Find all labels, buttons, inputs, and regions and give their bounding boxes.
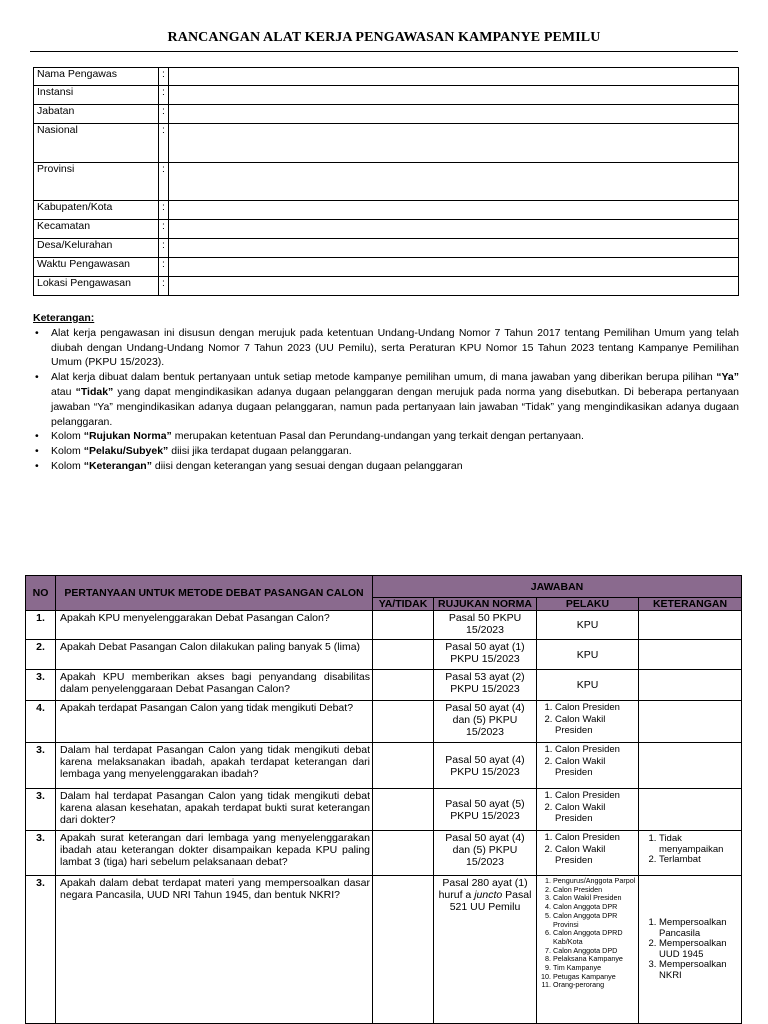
question-text: Apakah Debat Pasangan Calon dilakukan paling banyak 5 (lima) (56, 640, 373, 670)
bullet-icon: • (35, 371, 39, 384)
keterangan-text: yang dapat mengindikasikan adanya dugaan pelanggaran dengan merujuk pada norma yang disebutkan. Di beberapa pertanyaan jawaban “Ya” mengindikasikan adanya dugaan pelanggaran, namun pada pertanyaan lain jawaban “Tidak” yang mengindikasikan adanya dugaan pelanggaran. (51, 385, 739, 428)
pelaku: KPU (537, 611, 639, 640)
keterangan-text: Kolom (51, 430, 84, 443)
field-label: Instansi (34, 86, 159, 105)
keterangan-cell[interactable] (639, 743, 742, 789)
norma-italic: juncto (474, 889, 503, 901)
keterangan-item (33, 429, 739, 444)
pelaku-item: 2. Calon Wakil Presiden (555, 802, 636, 825)
rujukan-norma: Pasal 50 ayat (1) PKPU 15/2023 (434, 640, 537, 670)
field-value-lokasi-pengawasan[interactable] (169, 277, 739, 296)
keterangan-text: Alat kerja pengawasan ini disusun dengan merujuk pada ketentuan Undang-Undang Nomor 7 Tahun 2017 tentang Pemilihan Umum yang telah diubah dengan Undang-Undang Nomor 7 Tahun 2023 (UU Pemilu), serta Peraturan KPU Nomor 15 Tahun 2023 tentang Kampanye Pemilihan Umum (PKPU 15/2023). (51, 326, 739, 369)
row-number: 3. (26, 789, 56, 831)
pelaku-item: 1. Calon Presiden (555, 744, 636, 756)
field-value-instansi[interactable] (169, 86, 739, 105)
rujukan-norma: Pasal 53 ayat (2) PKPU 15/2023 (434, 670, 537, 701)
pelaku-item: 6. Calon Anggota DPRD Kab/Kota (553, 929, 636, 946)
pelaku-item: 2. Calon Presiden (553, 886, 636, 895)
question-text: Dalam hal terdapat Pasangan Calon yang tidak mengikuti debat karena alasan kesehatan, apakah terdapat bukti surat keterangan dari dokter? (56, 789, 373, 831)
keterangan (639, 876, 742, 1024)
pelaku (537, 789, 639, 831)
field-value-kecamatan[interactable] (169, 220, 739, 239)
keterangan-text: merupakan ketentuan Pasal dan Perundang-undangan yang terkait dengan pertanyaan. (171, 430, 584, 443)
keterangan (639, 831, 742, 876)
field-label: Desa/Kelurahan (34, 239, 159, 258)
keterangan-bold: “Ya” (716, 371, 739, 384)
keterangan-item: 1. Mempersoalkan Pancasila (659, 918, 739, 939)
pelaku-item: 9. Tim Kampanye (553, 964, 636, 973)
pelaku-item: 3. Calon Wakil Presiden (553, 894, 636, 903)
pelaku-item: 10. Petugas Kampanye (553, 973, 636, 982)
keterangan-section (33, 311, 739, 474)
question-text: Dalam hal terdapat Pasangan Calon yang tidak mengikuti debat karena melaksanakan ibadah, apakah terdapat keterangan dari lembaga yang menyelenggarakan ibadah? (56, 743, 373, 789)
answer-ya-tidak[interactable] (373, 743, 434, 789)
keterangan-item (33, 444, 739, 459)
table-row (26, 876, 742, 1024)
keterangan-item: 2. Mempersoalkan UUD 1945 (659, 939, 739, 960)
separator: : (159, 258, 169, 277)
norma-text: Pasal 521 UU Pemilu (449, 889, 532, 913)
answer-ya-tidak[interactable] (373, 789, 434, 831)
table-row (26, 831, 742, 876)
row-number: 2. (26, 640, 56, 670)
field-label: Jabatan (34, 105, 159, 124)
pelaku-list (539, 744, 636, 779)
pelaku-list (539, 702, 636, 737)
separator: : (159, 239, 169, 258)
bullet-icon: • (35, 459, 39, 472)
keterangan-text: diisi jika terdapat dugaan pelanggaran. (168, 445, 352, 458)
pelaku-item: 7. Calon Anggota DPD (553, 947, 636, 956)
table-row (26, 640, 742, 670)
pelaku: KPU (537, 670, 639, 701)
question-text: Apakah KPU memberikan akses bagi penyandang disabilitas dalam penyelenggaraan Debat Pasangan Calon? (56, 670, 373, 701)
field-label: Nama Pengawas (34, 68, 159, 86)
pelaku-item: 2. Calon Wakil Presiden (555, 756, 636, 779)
keterangan-cell[interactable] (639, 640, 742, 670)
row-number: 3. (26, 876, 56, 1024)
field-label: Lokasi Pengawasan (34, 277, 159, 296)
pelaku-item: 1. Calon Presiden (555, 790, 636, 802)
separator: : (159, 105, 169, 124)
field-label: Kabupaten/Kota (34, 201, 159, 220)
keterangan-title: Keterangan: (33, 312, 95, 324)
title-underline (30, 51, 738, 52)
table-row (26, 670, 742, 701)
table-row (26, 743, 742, 789)
row-number: 3. (26, 831, 56, 876)
header-keterangan: KETERANGAN (639, 598, 742, 611)
row-number: 4. (26, 701, 56, 743)
field-value-nama-pengawas[interactable] (169, 68, 739, 86)
header-ya-tidak: YA/TIDAK (373, 598, 434, 611)
answer-ya-tidak[interactable] (373, 876, 434, 1024)
keterangan-cell[interactable] (639, 701, 742, 743)
separator: : (159, 124, 169, 163)
question-text: Apakah terdapat Pasangan Calon yang tidak mengikuti Debat? (56, 701, 373, 743)
rujukan-norma: Pasal 50 PKPU 15/2023 (434, 611, 537, 640)
keterangan-bold: “Rujukan Norma” (83, 430, 172, 443)
field-value-provinsi[interactable] (169, 163, 739, 201)
keterangan-item: 3. Mempersoalkan NKRI (659, 960, 739, 981)
keterangan-list (33, 326, 739, 474)
answer-ya-tidak[interactable] (373, 640, 434, 670)
keterangan-text: Kolom (51, 445, 84, 458)
separator: : (159, 220, 169, 239)
keterangan-item (33, 326, 739, 370)
keterangan-bold: “Pelaku/Subyek” (83, 445, 169, 458)
row-number: 3. (26, 743, 56, 789)
table-row (26, 789, 742, 831)
pelaku-item: 8. Pelaksana Kampanye (553, 955, 636, 964)
question-text: Apakah KPU menyelenggarakan Debat Pasangan Calon? (56, 611, 373, 640)
pelaku-list (539, 790, 636, 825)
answer-ya-tidak[interactable] (373, 670, 434, 701)
table-row (26, 611, 742, 640)
keterangan-bold: “Keterangan” (83, 459, 152, 472)
separator: : (159, 163, 169, 201)
question-text: Apakah dalam debat terdapat materi yang mempersoalkan dasar negara Pancasila, UUD NRI Tahun 1945, dan bentuk NKRI? (56, 876, 373, 1024)
rujukan-norma: Pasal 50 ayat (4) PKPU 15/2023 (434, 743, 537, 789)
pelaku-item: 2. Calon Wakil Presiden (555, 714, 636, 737)
field-value-waktu-pengawasan[interactable] (169, 258, 739, 277)
keterangan-text: atau (51, 385, 76, 398)
keterangan-list (641, 918, 739, 981)
keterangan-item: 2. Terlambat (659, 855, 739, 866)
bullet-icon: • (35, 326, 39, 339)
pelaku-item: 1. Pengurus/Anggota Parpol (553, 877, 636, 886)
header-pelaku: PELAKU (537, 598, 639, 611)
rujukan-norma: Pasal 50 ayat (4) dan (5) PKPU 15/2023 (434, 831, 537, 876)
answer-ya-tidak[interactable] (373, 611, 434, 640)
pelaku-item: 11. Orang-perorang (553, 981, 636, 990)
field-label: Nasional (34, 124, 159, 163)
row-number: 1. (26, 611, 56, 640)
keterangan-cell[interactable] (639, 789, 742, 831)
keterangan-item (33, 459, 739, 474)
answer-ya-tidak[interactable] (373, 831, 434, 876)
header-jawaban: JAWABAN (373, 576, 742, 598)
bullet-icon: • (35, 445, 39, 458)
pelaku (537, 831, 639, 876)
norma-text: Pasal 280 ayat (1) huruf a (438, 877, 528, 901)
pelaku-item: 2. Calon Wakil Presiden (555, 844, 636, 867)
pelaku (537, 876, 639, 1024)
field-label: Waktu Pengawasan (34, 258, 159, 277)
keterangan-cell[interactable] (639, 611, 742, 640)
row-number: 3. (26, 670, 56, 701)
separator: : (159, 68, 169, 86)
field-value-kabupaten-kota[interactable] (169, 201, 739, 220)
answer-ya-tidak[interactable] (373, 701, 434, 743)
pelaku-item: 1. Calon Presiden (555, 832, 636, 844)
pelaku-list (539, 832, 636, 867)
separator: : (159, 86, 169, 105)
rujukan-norma: Pasal 50 ayat (5) PKPU 15/2023 (434, 789, 537, 831)
pelaku-item: 1. Calon Presiden (555, 702, 636, 714)
keterangan-text: Alat kerja dibuat dalam bentuk pertanyaan untuk setiap metode kampanye pemilihan umum, di mana jawaban yang diberikan berupa pilihan (51, 371, 717, 384)
debate-question-table (25, 575, 742, 1024)
keterangan-list (641, 834, 739, 866)
keterangan-text: diisi dengan keterangan yang sesuai dengan dugaan pelanggaran (151, 459, 463, 472)
pelaku-item: 5. Calon Anggota DPR Provinsi (553, 912, 636, 929)
pelaku (537, 743, 639, 789)
header-question: PERTANYAAN UNTUK METODE DEBAT PASANGAN CALON (56, 576, 373, 611)
keterangan-cell[interactable] (639, 670, 742, 701)
field-value-desa-kelurahan[interactable] (169, 239, 739, 258)
field-value-nasional[interactable] (169, 124, 739, 163)
keterangan-text: Kolom (51, 459, 84, 472)
keterangan-bold: “Tidak” (75, 385, 114, 398)
keterangan-item (33, 370, 739, 429)
field-label: Kecamatan (34, 220, 159, 239)
pelaku: KPU (537, 640, 639, 670)
rujukan-norma (434, 876, 537, 1024)
keterangan-item: 1. Tidak menyampaikan (659, 834, 739, 855)
table-row (26, 701, 742, 743)
question-text: Apakah surat keterangan dari lembaga yang menyelenggarakan ibadah atau keterangan dokter disampaikan kepada KPU paling lambat 3 (tiga) hari sebelum pelaksanaan debat? (56, 831, 373, 876)
document-title: RANCANGAN ALAT KERJA PENGAWASAN KAMPANYE PEMILU (167, 30, 601, 45)
header-no: NO (26, 576, 56, 611)
header-rujukan-norma: RUJUKAN NORMA (434, 598, 537, 611)
rujukan-norma: Pasal 50 ayat (4) dan (5) PKPU 15/2023 (434, 701, 537, 743)
separator: : (159, 201, 169, 220)
pelaku-item: 4. Calon Anggota DPR (553, 903, 636, 912)
separator: : (159, 277, 169, 296)
bullet-icon: • (35, 430, 39, 443)
identity-table (33, 67, 739, 296)
field-label: Provinsi (34, 163, 159, 201)
field-value-jabatan[interactable] (169, 105, 739, 124)
pelaku-list (539, 877, 636, 990)
pelaku (537, 701, 639, 743)
